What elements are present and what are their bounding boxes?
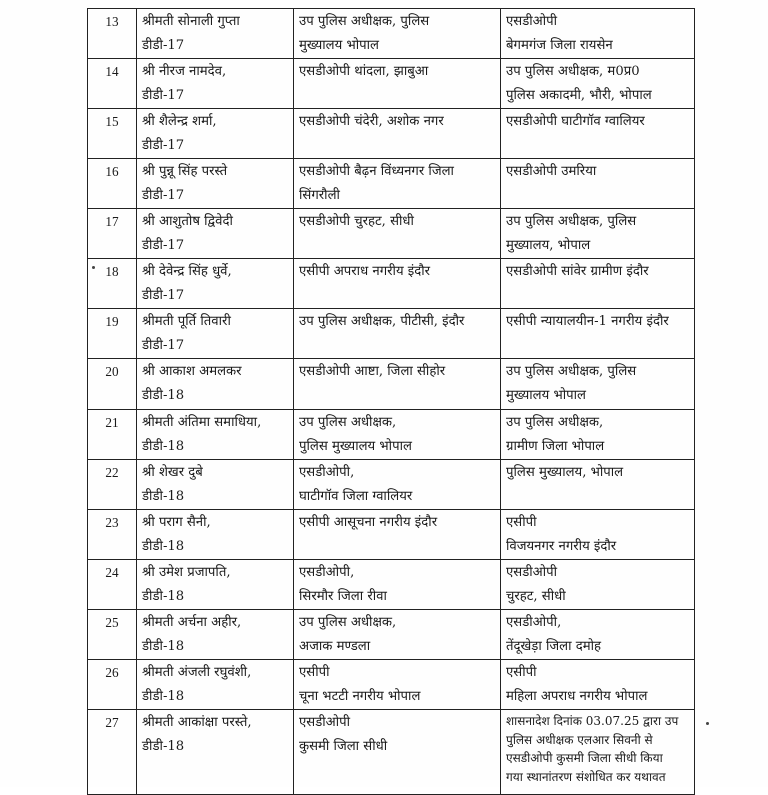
new-posting-line: ग्रामीण जिला भोपाल: [506, 439, 605, 454]
table-row: [88, 460, 695, 510]
transfer-table: [87, 8, 695, 795]
current-posting-line: अजाक मण्डला: [299, 639, 371, 654]
officer-name-line: श्री नीरज नामदेव,: [142, 64, 227, 79]
new-posting-cell: [501, 59, 695, 109]
scan-speck: [92, 266, 95, 269]
new-posting-cell: [501, 510, 695, 560]
officer-name-line: डीडी-18: [142, 388, 185, 403]
officer-name-line: डीडी-18: [142, 739, 185, 754]
current-posting-line: एसडीओपी चुरहट, सीधी: [299, 214, 414, 229]
new-posting-line: एसडीओपी सांवेर ग्रामीण इंदौर: [506, 264, 649, 279]
new-posting-line: उप पुलिस अधीक्षक, पुलिस: [506, 214, 637, 229]
current-posting-cell: [294, 59, 501, 109]
table-row: [88, 660, 695, 710]
serial-number-cell: 15: [88, 109, 137, 159]
current-posting-line: उप पुलिस अधीक्षक,: [299, 415, 397, 430]
table-row: [88, 309, 695, 359]
officer-name-cell: [137, 710, 294, 795]
scan-speck: [706, 722, 709, 725]
new-posting-cell: [501, 359, 695, 410]
table-row: [88, 560, 695, 610]
officer-name-line: डीडी-17: [142, 188, 185, 203]
new-posting-line: पुलिस अधीक्षक एलआर सिवनी से: [506, 732, 653, 747]
table-row: [88, 9, 695, 59]
officer-name-line: डीडी-17: [142, 338, 185, 353]
officer-name-cell: [137, 159, 294, 209]
table-row: [88, 610, 695, 660]
serial-number-cell: 17: [88, 209, 137, 259]
officer-name-cell: [137, 560, 294, 610]
new-posting-cell: [501, 660, 695, 710]
table-row: [88, 159, 695, 209]
current-posting-cell: [294, 309, 501, 359]
current-posting-cell: [294, 209, 501, 259]
current-posting-line: एसीपी: [299, 665, 330, 680]
new-posting-cell: [501, 9, 695, 59]
officer-name-cell: [137, 460, 294, 510]
new-posting-line: पुलिस अकादमी, भौरी, भोपाल: [506, 88, 652, 103]
current-posting-line: मुख्यालय भोपाल: [299, 38, 379, 53]
new-posting-line: चुरहट, सीधी: [506, 589, 566, 604]
new-posting-line: तेंदूखेड़ा जिला दमोह: [506, 639, 602, 654]
new-posting-line: गया स्थानांतरण संशोधित कर यथावत: [506, 769, 666, 784]
officer-name-cell: [137, 209, 294, 259]
current-posting-line: उप पुलिस अधीक्षक,: [299, 615, 397, 630]
current-posting-cell: [294, 610, 501, 660]
officer-name-line: डीडी-17: [142, 238, 185, 253]
new-posting-line: शासनादेश दिनांक 03.07.25 द्वारा उप: [506, 714, 679, 728]
serial-number-cell: 23: [88, 510, 137, 560]
officer-name-line: श्रीमती अंजली रघुवंशी,: [142, 665, 252, 680]
current-posting-cell: [294, 259, 501, 309]
officer-name-line: श्री पुन्नू सिंह परस्ते: [142, 164, 228, 179]
current-posting-line: घाटीगॉव जिला ग्वालियर: [299, 489, 413, 504]
new-posting-cell: [501, 209, 695, 259]
current-posting-cell: [294, 560, 501, 610]
current-posting-line: एसडीओपी आष्टा, जिला सीहोर: [299, 364, 446, 379]
officer-name-line: डीडी-18: [142, 589, 185, 604]
new-posting-line: मुख्यालय, भोपाल: [506, 238, 591, 253]
new-posting-line: एसीपी: [506, 515, 537, 530]
current-posting-line: चूना भटटी नगरीय भोपाल: [299, 689, 421, 704]
officer-name-line: श्रीमती अर्चना अहीर,: [142, 615, 242, 630]
current-posting-line: एसडीओपी बैढ़न विंध्यनगर जिला: [299, 164, 454, 179]
new-posting-line: महिला अपराध नगरीय भोपाल: [506, 689, 648, 704]
serial-number-cell: 13: [88, 9, 137, 59]
current-posting-line: एसडीओपी: [299, 715, 351, 730]
new-posting-line: एसडीओपी घाटीगॉव ग्वालियर: [506, 114, 645, 129]
current-posting-cell: [294, 109, 501, 159]
officer-name-line: डीडी-18: [142, 639, 185, 654]
officer-name-line: श्री शैलेन्द्र शर्मा,: [142, 114, 217, 129]
new-posting-line: उप पुलिस अधीक्षक,: [506, 415, 604, 430]
current-posting-cell: [294, 410, 501, 460]
officer-name-line: श्री आकाश अमलकर: [142, 364, 242, 379]
officer-name-line: श्री आशुतोष द्विवेदी: [142, 214, 233, 229]
current-posting-cell: [294, 660, 501, 710]
officer-name-line: डीडी-17: [142, 288, 185, 303]
new-posting-line: एसीपी: [506, 665, 537, 680]
officer-name-cell: [137, 309, 294, 359]
new-posting-line: पुलिस मुख्यालय, भोपाल: [506, 465, 624, 480]
officer-name-line: श्री पराग सैनी,: [142, 515, 211, 530]
current-posting-line: सिरमौर जिला रीवा: [299, 589, 387, 604]
current-posting-line: एसीपी आसूचना नगरीय इंदौर: [299, 515, 438, 530]
new-posting-line: एसडीओपी: [506, 14, 558, 29]
new-posting-line: एसडीओपी: [506, 565, 558, 580]
new-posting-line: उप पुलिस अधीक्षक, म0प्र0: [506, 64, 640, 79]
serial-number-cell: 21: [88, 410, 137, 460]
new-posting-line: एसडीओपी,: [506, 615, 562, 630]
new-posting-line: बेगमगंज जिला रायसेन: [506, 38, 613, 53]
new-posting-cell: [501, 560, 695, 610]
officer-name-line: डीडी-18: [142, 539, 185, 554]
table-row: [88, 710, 695, 795]
serial-number-cell: 22: [88, 460, 137, 510]
officer-name-line: श्री उमेश प्रजापति,: [142, 565, 231, 580]
table-row: [88, 109, 695, 159]
current-posting-line: कुसमी जिला सीधी: [299, 739, 388, 754]
current-posting-line: एसीपी अपराध नगरीय इंदौर: [299, 264, 431, 279]
serial-number-cell: 14: [88, 59, 137, 109]
new-posting-cell: [501, 610, 695, 660]
current-posting-line: उप पुलिस अधीक्षक, पुलिस: [299, 14, 430, 29]
table-row: [88, 209, 695, 259]
current-posting-line: एसडीओपी थांदला, झाबुआ: [299, 64, 429, 79]
officer-name-cell: [137, 259, 294, 309]
new-posting-line: विजयनगर नगरीय इंदौर: [506, 539, 617, 554]
current-posting-line: एसडीओपी,: [299, 465, 355, 480]
table-row: [88, 259, 695, 309]
current-posting-cell: [294, 159, 501, 209]
serial-number-cell: 27: [88, 710, 137, 795]
officer-name-line: श्रीमती सोनाली गुप्ता: [142, 14, 240, 29]
officer-name-line: डीडी-18: [142, 489, 185, 504]
officer-name-cell: [137, 510, 294, 560]
serial-number-cell: 18: [88, 259, 137, 309]
officer-name-line: श्रीमती अंतिमा समाधिया,: [142, 415, 262, 430]
officer-name-cell: [137, 59, 294, 109]
table-row: [88, 510, 695, 560]
serial-number-cell: 26: [88, 660, 137, 710]
current-posting-line: पुलिस मुख्यालय भोपाल: [299, 439, 412, 454]
serial-number-cell: 19: [88, 309, 137, 359]
officer-name-line: श्रीमती आकांक्षा परस्ते,: [142, 715, 252, 730]
serial-number-cell: 16: [88, 159, 137, 209]
new-posting-cell: [501, 309, 695, 359]
officer-name-line: डीडी-17: [142, 88, 185, 103]
table-row: [88, 59, 695, 109]
current-posting-cell: [294, 710, 501, 795]
new-posting-cell: [501, 410, 695, 460]
new-posting-cell: [501, 460, 695, 510]
officer-name-line: डीडी-17: [142, 138, 185, 153]
officer-name-line: डीडी-18: [142, 689, 185, 704]
transfer-table-body: [88, 9, 695, 795]
current-posting-line: एसडीओपी,: [299, 565, 355, 580]
new-posting-cell: [501, 109, 695, 159]
current-posting-cell: [294, 359, 501, 410]
new-posting-line: मुख्यालय भोपाल: [506, 388, 586, 403]
table-row: [88, 359, 695, 410]
current-posting-cell: [294, 9, 501, 59]
new-posting-cell: [501, 259, 695, 309]
officer-name-line: श्री देवेन्द्र सिंह धुर्वे,: [142, 264, 232, 279]
table-row: [88, 410, 695, 460]
current-posting-line: एसडीओपी चंदेरी, अशोक नगर: [299, 114, 444, 129]
officer-name-line: डीडी-18: [142, 439, 185, 454]
officer-name-cell: [137, 610, 294, 660]
current-posting-line: उप पुलिस अधीक्षक, पीटीसी, इंदौर: [299, 314, 465, 329]
new-posting-line: एसीपी न्यायालयीन-1 नगरीय इंदौर: [506, 314, 669, 329]
officer-name-cell: [137, 9, 294, 59]
officer-name-line: श्रीमती पूर्ति तिवारी: [142, 314, 231, 329]
officer-name-cell: [137, 109, 294, 159]
officer-name-cell: [137, 410, 294, 460]
new-posting-line: एसडीओपी कुसमी जिला सीधी किया: [506, 751, 663, 765]
officer-name-cell: [137, 359, 294, 410]
current-posting-cell: [294, 510, 501, 560]
current-posting-line: सिंगरौली: [299, 188, 340, 203]
officer-name-line: श्री शेखर दुबे: [142, 465, 203, 480]
serial-number-cell: 24: [88, 560, 137, 610]
new-posting-cell: [501, 710, 695, 795]
new-posting-line: उप पुलिस अधीक्षक, पुलिस: [506, 364, 637, 379]
new-posting-cell: [501, 159, 695, 209]
officer-name-line: डीडी-17: [142, 38, 185, 53]
new-posting-line: एसडीओपी उमरिया: [506, 164, 597, 179]
officer-name-cell: [137, 660, 294, 710]
serial-number-cell: 20: [88, 359, 137, 410]
serial-number-cell: 25: [88, 610, 137, 660]
current-posting-cell: [294, 460, 501, 510]
